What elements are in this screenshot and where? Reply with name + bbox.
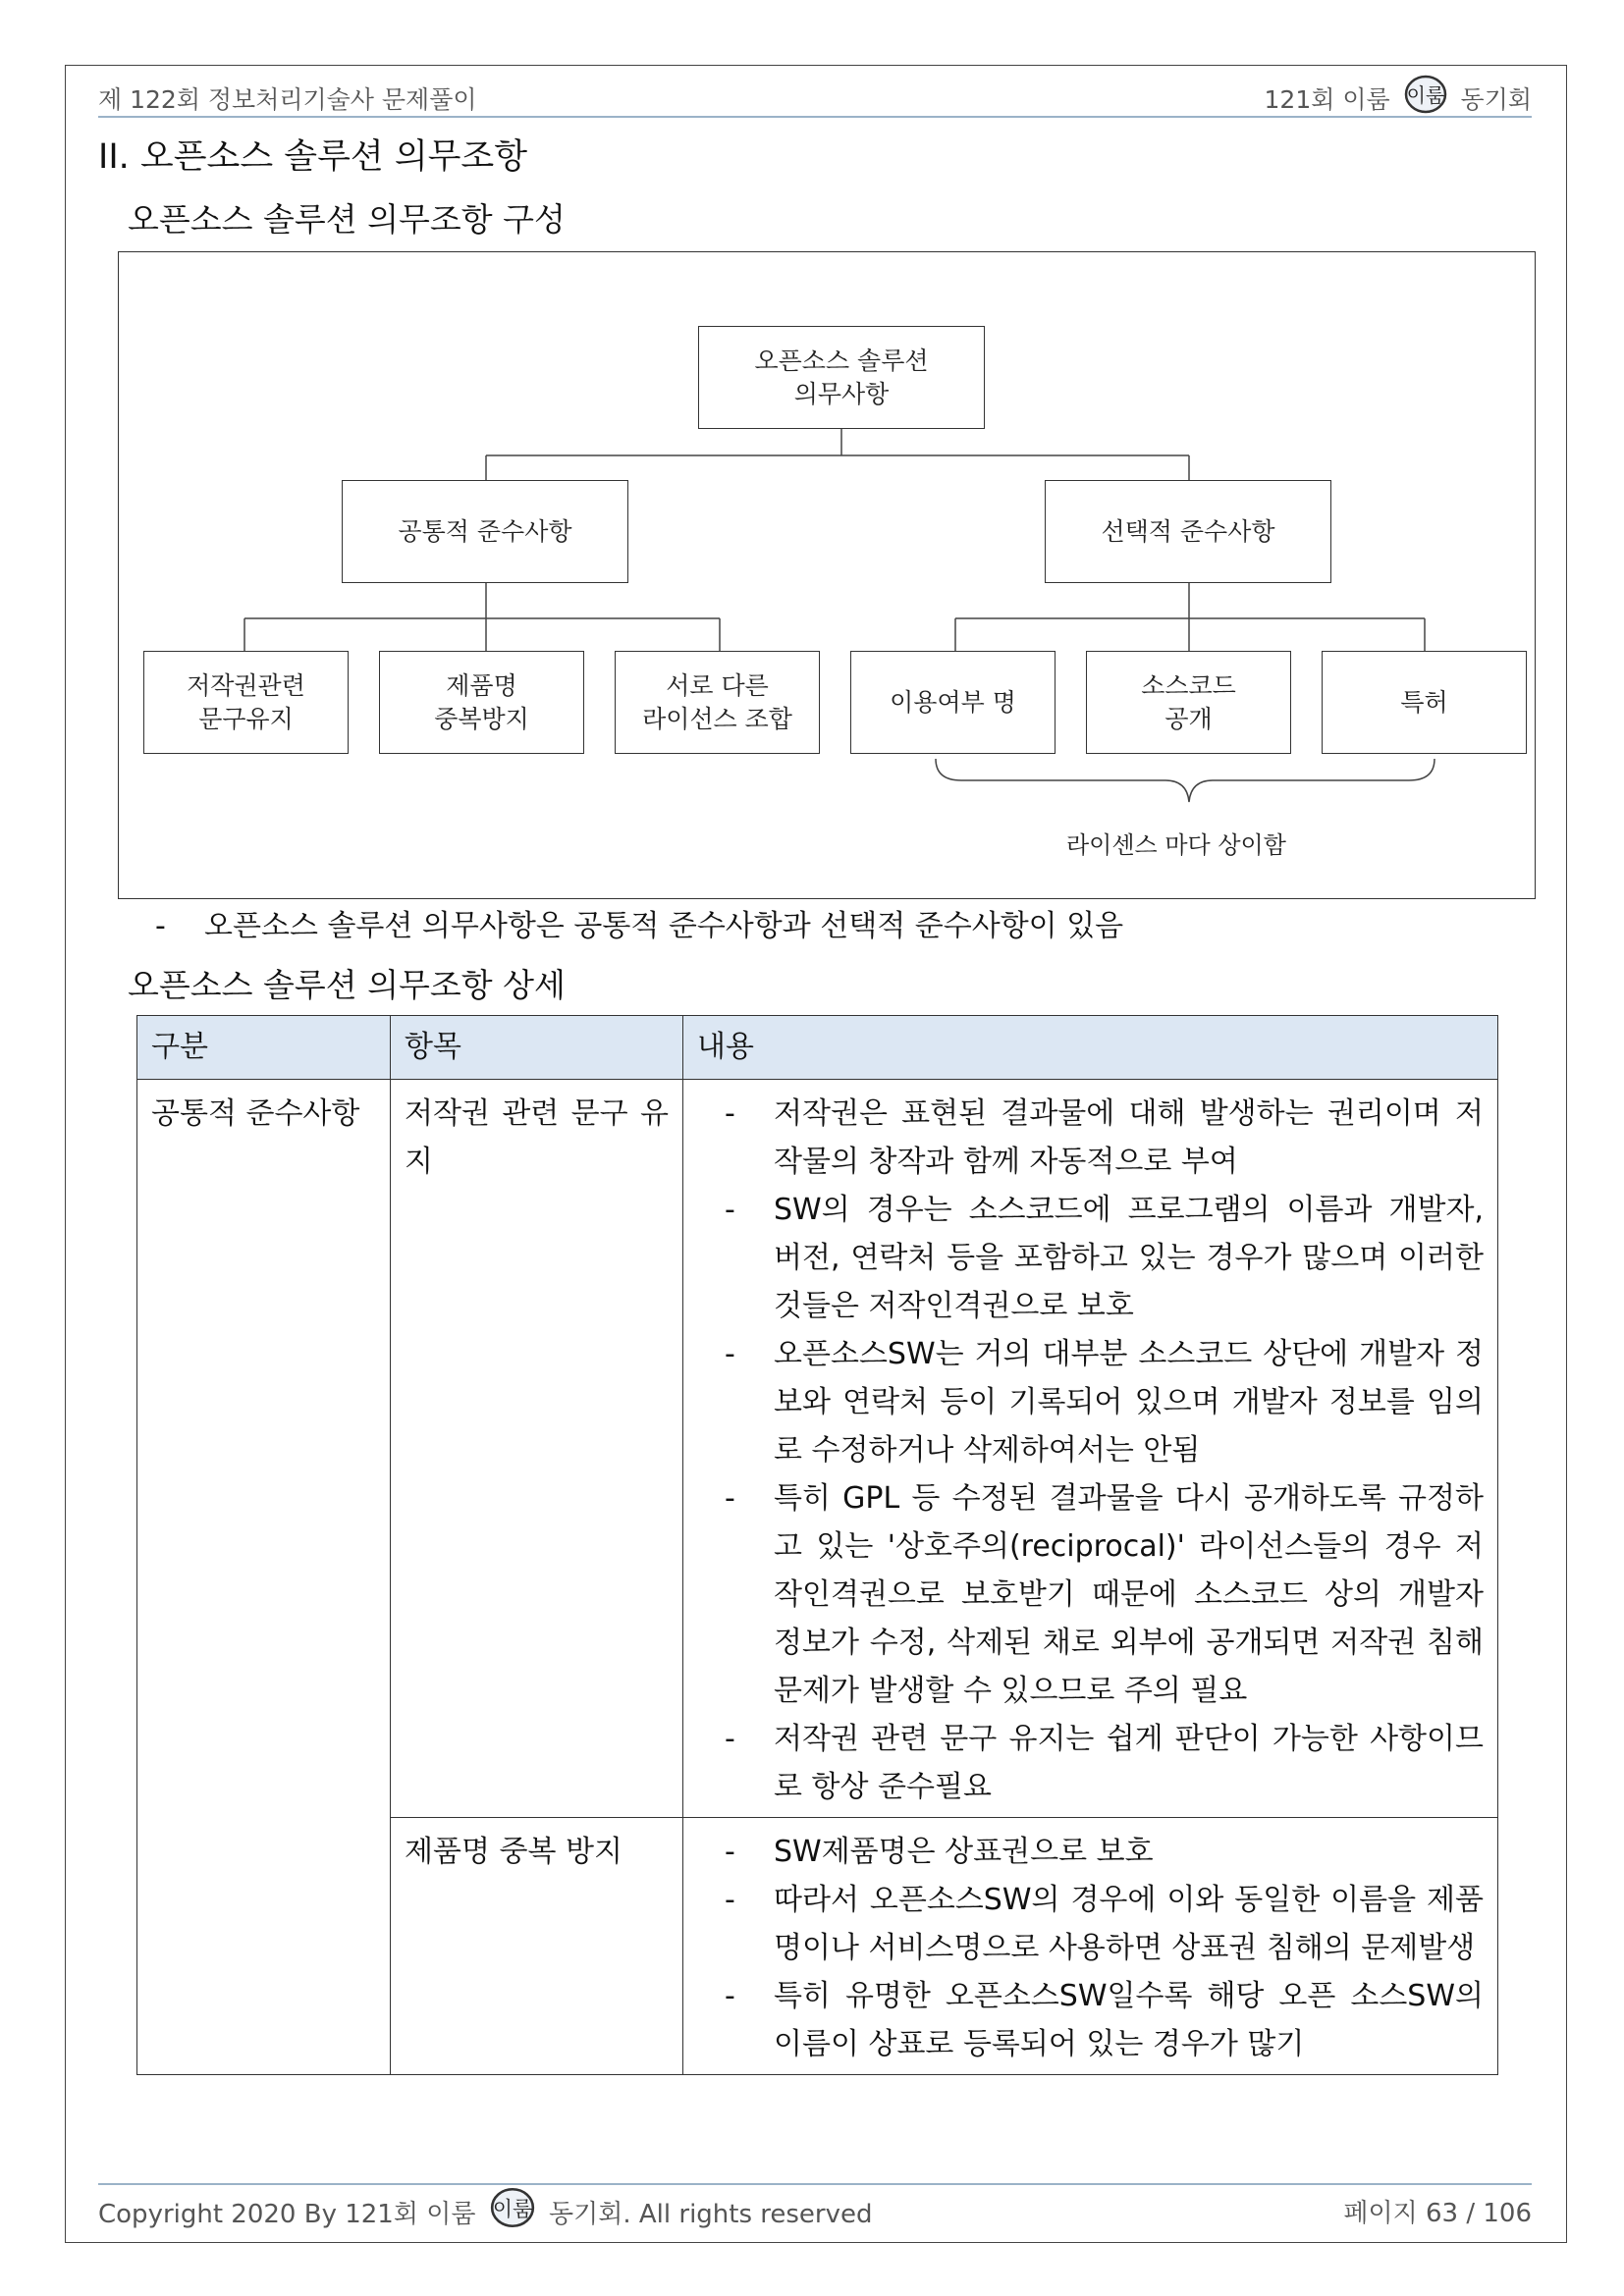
page-footer (98, 2183, 1532, 2229)
diagram-leaf-source-disclosure: 소스코드 공개 (1086, 651, 1291, 754)
svg-text:이룸: 이룸 (1406, 83, 1444, 107)
footer-copyright: Copyright 2020 By 121회 이룸 이룸 동기회. All rights reserved (98, 2193, 873, 2237)
header-group-name: 121회 이룸 (1264, 85, 1390, 114)
table-cell-content (683, 1818, 1498, 2075)
list-item: - SW의 경우는 소스코드에 프로그램의 이름과 개발자, 버전, 연락처 등을 포함하고 있는 경우가 많으며 이러한 것들은 저작인격권으로 보호 (774, 1186, 1484, 1330)
list-item: - 저작권 관련 문구 유지는 쉽게 판단이 가능한 사항이므로 항상 준수필요 (774, 1715, 1484, 1811)
table-cell-item: 제품명 중복 방지 (391, 1818, 683, 2075)
seal-logo-icon (1402, 73, 1449, 122)
list-item: - 저작권은 표현된 결과물에 대해 발생하는 권리이며 저작물의 창작과 함께 자동적으로 부여 (774, 1090, 1484, 1186)
subsection-title-structure: 오픈소스 솔루션 의무조항 구성 (128, 200, 566, 239)
list-item: - SW제품명은 상표권으로 보호 (774, 1828, 1484, 1876)
table-cell-category: 공통적 준수사항 (137, 1080, 391, 2075)
list-item: - 특히 GPL 등 수정된 결과물을 다시 공개하도록 규정하고 있는 '상호주의(reciprocal)' 라이선스들의 경우 저작인격권으로 보호받기 때문에 소스코드 상의 개발자 정보가 수정, 삭제된 채로 외부에 공개되면 저작권 침해문제가 발생할 수 있으므로 주의 필요 (774, 1474, 1484, 1715)
summary-bullet: - 오픈소스 솔루션 의무사항은 공통적 준수사항과 선택적 준수사항이 있음 (155, 909, 1124, 943)
header-title: 제 122회 정보처리기술사 문제풀이 (98, 85, 477, 114)
obligation-detail-table (136, 1015, 1498, 2075)
table-header-category: 구분 (137, 1016, 391, 1080)
header-right (1265, 80, 1532, 122)
page-header (98, 79, 1532, 118)
table-cell-content (683, 1080, 1498, 1818)
diagram-leaf-patent: 특허 (1322, 651, 1527, 754)
diagram-brace-label: 라이센스 마다 상이함 (1066, 831, 1286, 859)
subsection-title-detail: 오픈소스 솔루션 의무조항 상세 (128, 966, 566, 1004)
list-item: - 특히 유명한 오픈소스SW일수록 해당 오픈 소스SW의 이름이 상표로 등록되어 있는 경우가 많기 (774, 1972, 1484, 2068)
table-row (137, 1080, 1498, 1818)
table-header-item: 항목 (391, 1016, 683, 1080)
diagram-common-node: 공통적 준수사항 (342, 480, 628, 583)
footer-page-number: 페이지 63 / 106 (1343, 2199, 1532, 2228)
obligation-diagram (118, 251, 1536, 899)
table-header-content: 내용 (683, 1016, 1498, 1080)
table-cell-item: 저작권 관련 문구 유지 (391, 1080, 683, 1818)
diagram-root-node: 오픈소스 솔루션 의무사항 (698, 326, 985, 429)
table-header-row (137, 1016, 1498, 1080)
list-item: - 오픈소스SW는 거의 대부분 소스코드 상단에 개발자 정보와 연락처 등이 기록되어 있으며 개발자 정보를 임의로 수정하거나 삭제하여서는 안됨 (774, 1330, 1484, 1474)
header-suffix: 동기회 (1460, 85, 1532, 114)
svg-text:이룸: 이룸 (492, 2197, 532, 2221)
list-item: - 따라서 오픈소스SW의 경우에 이와 동일한 이름을 제품명이나 서비스명으로 사용하면 상표권 침해의 문제발생 (774, 1876, 1484, 1972)
diagram-leaf-copyright: 저작권관련 문구유지 (143, 651, 349, 754)
section-title: II. 오픈소스 솔루션 의무조항 (98, 137, 528, 177)
diagram-optional-node: 선택적 준수사항 (1045, 480, 1331, 583)
diagram-leaf-usage-notice: 이용여부 명 (850, 651, 1056, 754)
diagram-leaf-product-name: 제품명 중복방지 (379, 651, 584, 754)
seal-logo-icon (488, 2185, 537, 2237)
diagram-leaf-license-combo: 서로 다른 라이선스 조합 (615, 651, 820, 754)
